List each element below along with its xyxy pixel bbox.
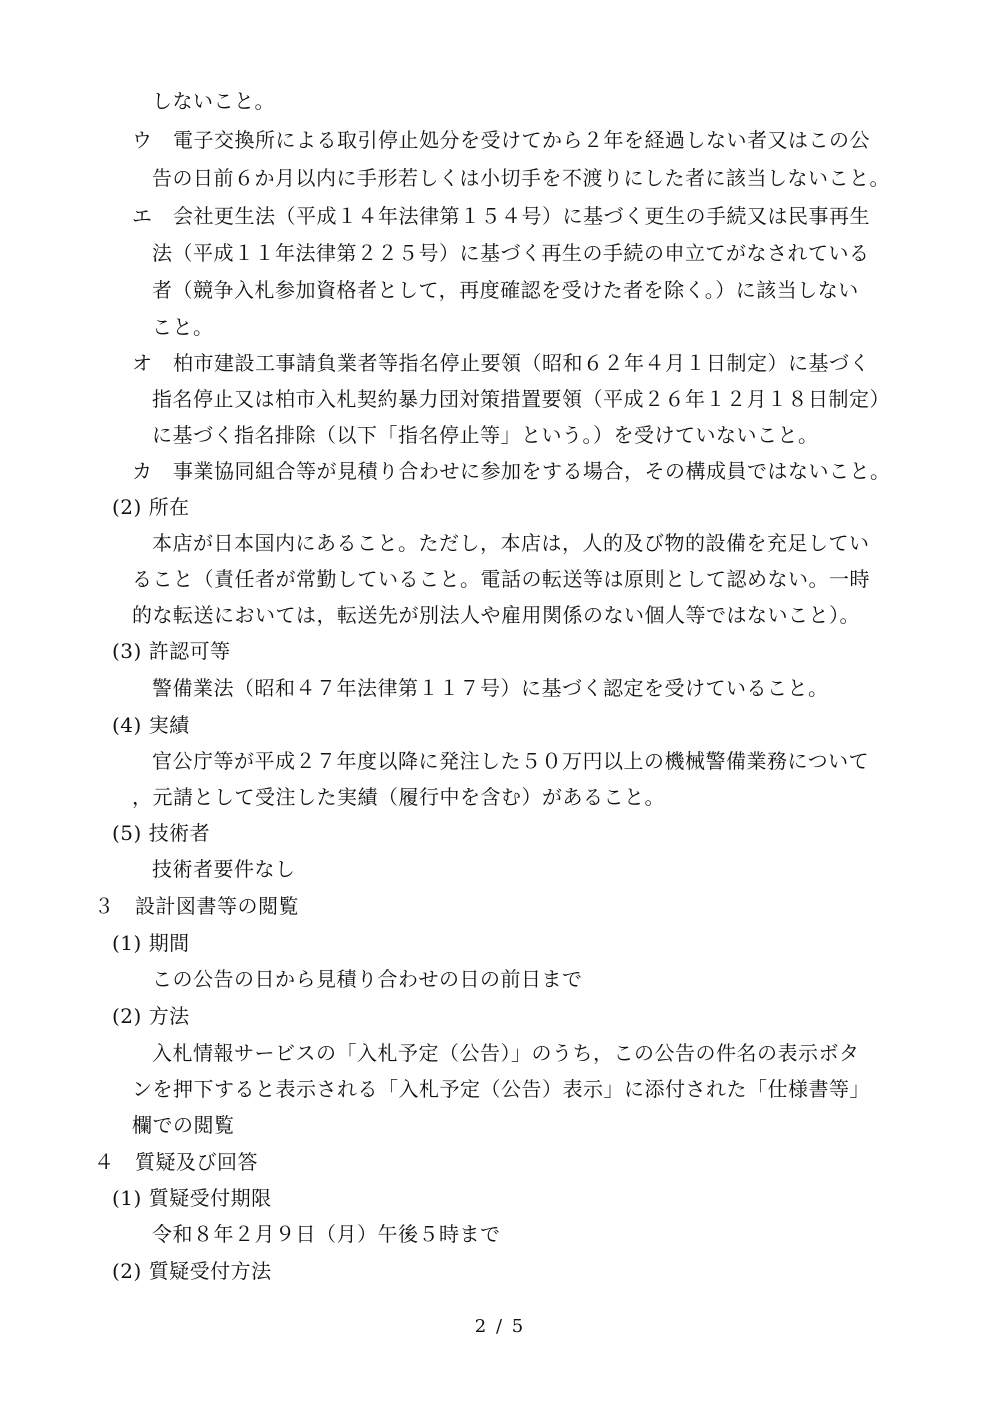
- section-heading: (1) 期間: [112, 931, 190, 955]
- section-heading: (2) 質疑受付方法: [112, 1259, 272, 1283]
- section-heading: (2) 方法: [112, 1004, 190, 1028]
- text-line: 令和８年２月９日（月）午後５時まで: [152, 1222, 501, 1246]
- text-line: 者（競争入札参加資格者として，再度確認を受けた者を除く。）に該当しない: [152, 278, 859, 302]
- text-line: ウ 電子交換所による取引停止処分を受けてから２年を経過しない者又はこの公: [132, 128, 870, 152]
- page-number: 2 / 5: [474, 1316, 526, 1337]
- section-heading: (3) 許認可等: [112, 639, 231, 663]
- text-line: エ 会社更生法（平成１４年法律第１５４号）に基づく更生の手続又は民事再生: [132, 204, 870, 228]
- section-heading: (2) 所在: [112, 495, 190, 519]
- text-line: 官公庁等が平成２７年度以降に発注した５０万円以上の機械警備業務について: [152, 749, 870, 773]
- section-heading: ３ 設計図書等の閲覧: [94, 894, 299, 918]
- text-line: しないこと。: [152, 89, 275, 113]
- text-line: オ 柏市建設工事請負業者等指名停止要領（昭和６２年４月１日制定）に基づく: [132, 351, 870, 375]
- text-line: ること（責任者が常勤していること。電話の転送等は原則として認めない。一時: [132, 567, 870, 591]
- text-line: 本店が日本国内にあること。ただし，本店は，人的及び物的設備を充足してい: [152, 531, 870, 555]
- text-line: 欄での閲覧: [132, 1113, 235, 1137]
- text-line: に基づく指名排除（以下「指名停止等」という。）を受けていないこと。: [152, 423, 819, 447]
- text-line: こと。: [152, 315, 214, 339]
- text-line: カ 事業協同組合等が見積り合わせに参加をする場合，その構成員ではないこと。: [132, 459, 891, 483]
- text-line: 告の日前６か月以内に手形若しくは小切手を不渡りにした者に該当しないこと。: [152, 166, 890, 190]
- text-line: 入札情報サービスの「入札予定（公告）」のうち，この公告の件名の表示ボタ: [152, 1041, 860, 1065]
- section-heading: (4) 実績: [112, 713, 190, 737]
- section-heading: (5) 技術者: [112, 821, 211, 845]
- text-line: 指名停止又は柏市入札契約暴力団対策措置要領（平成２６年１２月１８日制定）: [152, 387, 890, 411]
- text-line: 法（平成１１年法律第２２５号）に基づく再生の手続の申立てがなされている: [152, 241, 870, 265]
- section-heading: ４ 質疑及び回答: [94, 1150, 258, 1174]
- text-line: ンを押下すると表示される「入札予定（公告）表示」に添付された「仕様書等」: [132, 1077, 870, 1101]
- text-line: この公告の日から見積り合わせの日の前日まで: [152, 967, 583, 991]
- section-heading: (1) 質疑受付期限: [112, 1186, 272, 1210]
- text-line: ，元請として受注した実績（履行中を含む）があること。: [132, 785, 665, 809]
- text-line: 技術者要件なし: [152, 857, 296, 881]
- text-line: 的な転送においては，転送先が別法人や雇用関係のない個人等ではないこと）。: [132, 603, 860, 627]
- text-line: 警備業法（昭和４７年法律第１１７号）に基づく認定を受けていること。: [152, 676, 829, 700]
